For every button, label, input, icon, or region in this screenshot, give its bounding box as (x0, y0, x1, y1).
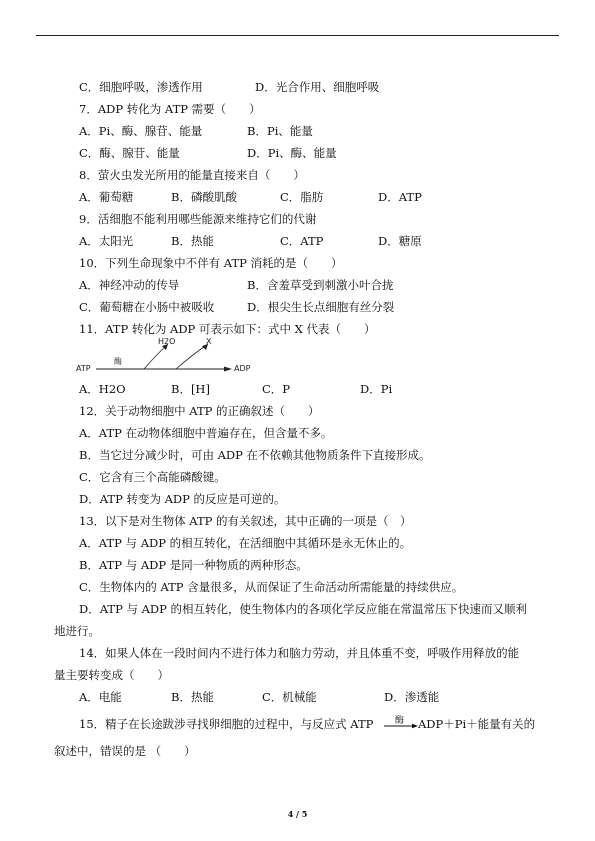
q12-option-c: C．它含有三个高能磷酸键。 (79, 470, 226, 484)
q8-option-b: B．磷酸肌酸 (171, 190, 237, 204)
page-number: 4 / 5 (287, 809, 308, 819)
diagram-adp-label: ADP (234, 364, 251, 373)
q14-option-a: A．电能 (79, 690, 122, 704)
q14-option-b: B．热能 (171, 690, 214, 704)
q9-option-d: D．糖原 (378, 234, 422, 248)
q14-option-d: D．渗透能 (384, 690, 440, 704)
q7-option-d: D．Pi、酶、能量 (247, 146, 337, 160)
q8-option-c: C．脂肪 (280, 190, 324, 204)
q11-option-d: D．Pi (360, 382, 393, 396)
q13-option-a: A．ATP 与 ADP 的相互转化，在活细胞中其循环是永无休止的。 (79, 536, 412, 550)
q8-stem: 8．萤火虫发光所用的能量直接来自（ ） (79, 168, 305, 182)
diagram-enzyme-label: 酶 (114, 357, 122, 366)
q7-stem: 7．ADP 转化为 ATP 需要（ ） (79, 102, 261, 116)
diagram-x-branch (176, 344, 208, 369)
q6-option-c: C．细胞呼吸，渗透作用 (79, 80, 203, 94)
q9-option-c: C．ATP (280, 234, 324, 248)
q15-enzyme-label: 酶 (395, 716, 405, 726)
q9-option-b: B．热能 (171, 234, 214, 248)
diagram-arrowhead (224, 367, 232, 372)
q11-stem: 11．ATP 转化为 ADP 可表示如下：式中 X 代表（ ） (79, 322, 376, 336)
q11-option-a: A．H2O (79, 382, 126, 396)
q15-stem-part2: ADP＋Pi＋能量有关的 (418, 717, 536, 731)
q8-option-d: D．ATP (378, 190, 422, 204)
q13-option-d-line1: D．ATP 与 ADP 的相互转化，使生物体内的各项化学反应能在常温常压下快速而又顺利 (79, 602, 528, 616)
diagram-water-label: H2O (158, 337, 176, 346)
diagram-x-label: X (206, 337, 212, 346)
q15-reaction-arrow (384, 714, 418, 734)
q9-option-a: A．太阳光 (79, 234, 134, 248)
q10-option-c: C．葡萄糖在小肠中被吸收 (79, 300, 215, 314)
q12-option-a: A．ATP 在动物体细胞中普遍存在，但含量不多。 (79, 426, 333, 440)
q13-option-b: B．ATP 与 ADP 是同一种物质的两种形态。 (79, 558, 308, 572)
q12-option-d: D．ATP 转变为 ADP 的反应是可逆的。 (79, 492, 286, 506)
q8-option-a: A．葡萄糖 (79, 190, 134, 204)
q10-stem: 10．下列生命现象中不伴有 ATP 消耗的是（ ） (79, 256, 343, 270)
q6-option-d: D．光合作用、细胞呼吸 (255, 80, 380, 94)
q14-option-c: C．机械能 (262, 690, 317, 704)
q7-option-c: C．酶、腺苷、能量 (79, 146, 180, 160)
q12-option-b: B．当它过分减少时，可由 ADP 在不依赖其他物质条件下直接形成。 (79, 448, 431, 462)
q10-option-d: D．根尖生长点细胞有丝分裂 (247, 300, 395, 314)
q10-option-b: B．含羞草受到刺激小叶合拢 (247, 278, 394, 292)
header-rule (36, 35, 559, 36)
q11-option-b: B．[H] (171, 382, 210, 396)
q9-stem: 9．活细胞不能利用哪些能源来维持它们的代谢 (79, 212, 317, 226)
q14-stem-line1: 14．如果人体在一段时间内不进行体力和脑力劳动，并且体重不变，呼吸作用释放的能 (79, 646, 520, 660)
q7-option-a: A．Pi、酶、腺苷、能量 (79, 124, 203, 138)
q7-option-b: B．Pi、能量 (247, 124, 313, 138)
q13-stem: 13．以下是对生物体 ATP 的有关叙述，其中正确的一项是（ ） (79, 514, 412, 528)
q10-option-a: A．神经冲动的传导 (79, 278, 180, 292)
q14-stem-line2: 量主要转变成（ ） (54, 668, 169, 682)
q13-option-c: C．生物体内的 ATP 含量很多，从而保证了生命活动所需能量的持续供应。 (79, 580, 464, 594)
atp-adp-reaction-diagram (76, 337, 256, 373)
q11-option-c: C．P (262, 382, 291, 396)
diagram-atp-label: ATP (76, 364, 91, 373)
q12-stem: 12．关于动物细胞中 ATP 的正确叙述（ ） (79, 404, 320, 418)
q15-stem-line2: 叙述中，错误的是 （ ） (54, 744, 196, 758)
q13-option-d-line2: 地进行。 (54, 624, 100, 638)
q15-stem-part1: 15．精子在长途跋涉寻找卵细胞的过程中，与反应式 ATP (79, 717, 374, 731)
